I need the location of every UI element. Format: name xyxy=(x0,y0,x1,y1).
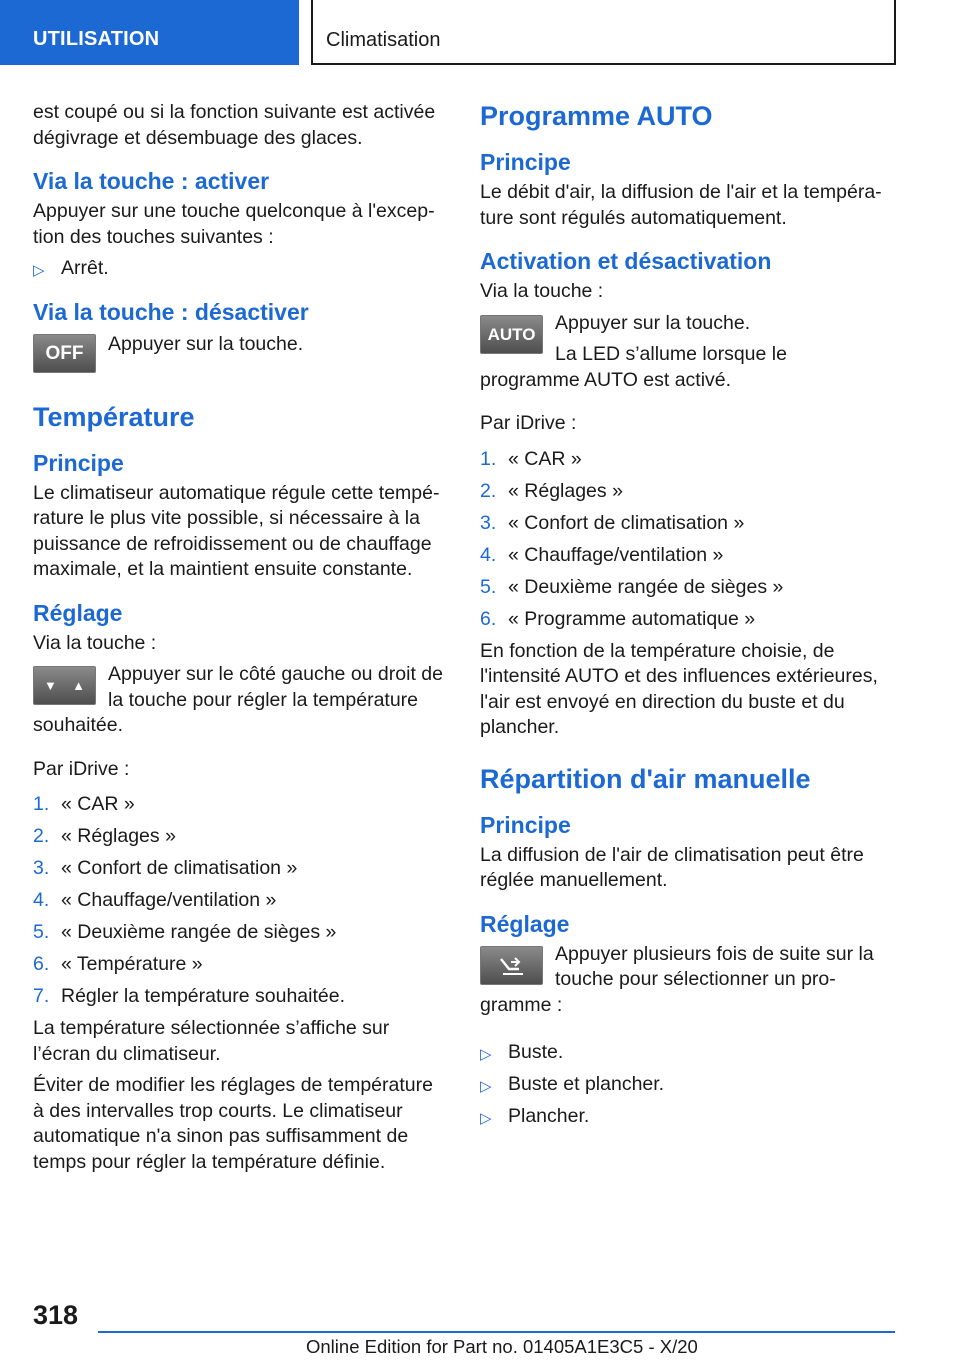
triangle-bullet-icon: ▷ xyxy=(33,262,45,279)
list-item: ▷ Arrêt. xyxy=(33,256,445,282)
heading-via-desactiver: Via la touche : désactiver xyxy=(33,298,309,325)
par-idrive-label: Par iDrive : xyxy=(480,412,577,434)
footer-divider xyxy=(98,1331,895,1333)
section-tab xyxy=(0,0,299,65)
auto-note: En fonction de la température choisie, de l'intensité AUTO et des influences extérieures, l'air est envoyé en direction du buste et du plancher. xyxy=(480,639,878,738)
list-item: 4. « Chauffage/ventilation » xyxy=(480,543,724,566)
list-item: ▷ Plancher. xyxy=(480,1104,892,1130)
heading-principe: Principe xyxy=(480,149,571,175)
intro-text: est coupé ou si la fonction suivante est activée dégivrage et désembuage des glaces. xyxy=(33,101,436,149)
footer-edition: Online Edition for Part no. 01405A1E3C5 - X/20 xyxy=(306,1336,698,1357)
heading-reglage: Réglage xyxy=(480,910,570,937)
list-item: 3. « Confort de climatisation » xyxy=(33,857,298,879)
auto-steps xyxy=(480,447,892,633)
repartition-principe-text: La diffusion de l'air de climatisation peut être réglée manuellement. xyxy=(480,843,864,891)
temperature-note-2: Éviter de modifier les réglages de température à des intervalles trop courts. Le climatiseur automatique n'a sinon pas suffisamment de temps pour régler la température définie. xyxy=(33,1074,433,1173)
air-button-block xyxy=(480,942,892,1025)
triangle-bullet-icon: ▷ xyxy=(480,1078,492,1095)
list-item: 4. « Chauffage/ventilation » xyxy=(33,889,277,911)
off-button-block xyxy=(33,330,445,379)
desactiver-text: Appuyer sur la touche. xyxy=(108,332,304,355)
arrow-down-icon: ▼ xyxy=(44,678,57,693)
list-item: 5. « Deuxième rangée de sièges » xyxy=(33,921,337,943)
heading-reglage: Réglage xyxy=(33,599,123,626)
list-item: 6. « Programme automatique » xyxy=(480,607,756,630)
auto-button-block xyxy=(480,311,892,400)
temperature-principe-text: Le climatiseur automatique régule cette température le plus vite possible, si nécessaire à la puissance de refroidissement ou de chauffage maximale, et la maintient ensuite constante. xyxy=(33,481,440,580)
auto-principe-text: Le débit d'air, la diffusion de l'air et la température sont régulés automatiquement. xyxy=(480,181,882,229)
air-button-text: Appuyer plusieurs fois de suite sur la touche pour sélectionner un programme : xyxy=(480,942,874,1016)
temp-button-block xyxy=(33,662,445,745)
via-touche-label: Via la touche : xyxy=(33,631,157,654)
list-item: 6. « Température » xyxy=(33,953,203,975)
temperature-steps xyxy=(33,792,445,1010)
temp-button-text: Appuyer sur le côté gauche ou droit de la touche pour régler la température souhaitée. xyxy=(33,663,443,736)
heading-principe: Principe xyxy=(480,811,571,838)
par-idrive-label: Par iDrive : xyxy=(33,757,130,780)
list-item: 1. « CAR » xyxy=(480,447,582,470)
left-column xyxy=(33,100,445,1181)
temperature-button-icon xyxy=(33,666,96,705)
page-number: 318 xyxy=(33,1300,79,1330)
list-item: ▷ Buste et plancher. xyxy=(480,1072,892,1098)
section-title: UTILISATION xyxy=(33,28,160,50)
heading-temperature: Température xyxy=(33,401,195,432)
list-item: 7. Régler la température souhaitée. xyxy=(33,985,345,1007)
air-distribution-button-icon xyxy=(480,946,543,985)
off-button-icon: OFF xyxy=(33,334,96,373)
heading-programme-auto: Programme AUTO xyxy=(480,101,713,131)
list-item: ▷ Buste. xyxy=(480,1040,892,1066)
right-column xyxy=(480,100,892,1138)
via-activer-text: Appuyer sur une touche quelconque à l'exception des touches suivantes : xyxy=(33,200,435,248)
seat-airflow-icon xyxy=(497,955,527,977)
heading-repartition: Répartition d'air manuelle xyxy=(480,763,811,794)
air-program-bullets xyxy=(480,1040,892,1130)
list-item: 5. « Deuxième rangée de sièges » xyxy=(480,575,784,598)
arrow-up-icon: ▲ xyxy=(72,678,85,693)
chapter-tab xyxy=(311,0,896,65)
chapter-title: Climatisation xyxy=(326,29,441,51)
heading-principe: Principe xyxy=(33,449,124,476)
auto-button-text-2: La LED s’allume lorsque le programme AUTO est activé. xyxy=(480,343,787,391)
triangle-bullet-icon: ▷ xyxy=(480,1046,492,1063)
auto-button-icon: AUTO xyxy=(480,315,543,354)
heading-activation: Activation et désactivation xyxy=(480,248,772,274)
activer-bullets xyxy=(33,256,445,282)
list-item: 2. « Réglages » xyxy=(33,825,176,847)
temperature-note-1: La température sélectionnée s’affiche sur l’écran du climatiseur. xyxy=(33,1017,390,1065)
list-item: 3. « Confort de climatisation » xyxy=(480,511,745,534)
via-touche-label: Via la touche : xyxy=(480,280,604,302)
auto-button-text-1: Appuyer sur la touche. xyxy=(555,311,751,334)
triangle-bullet-icon: ▷ xyxy=(480,1110,492,1127)
list-item: 1. « CAR » xyxy=(33,793,135,815)
heading-via-activer: Via la touche : activer xyxy=(33,168,270,194)
list-item: 2. « Réglages » xyxy=(480,479,623,502)
